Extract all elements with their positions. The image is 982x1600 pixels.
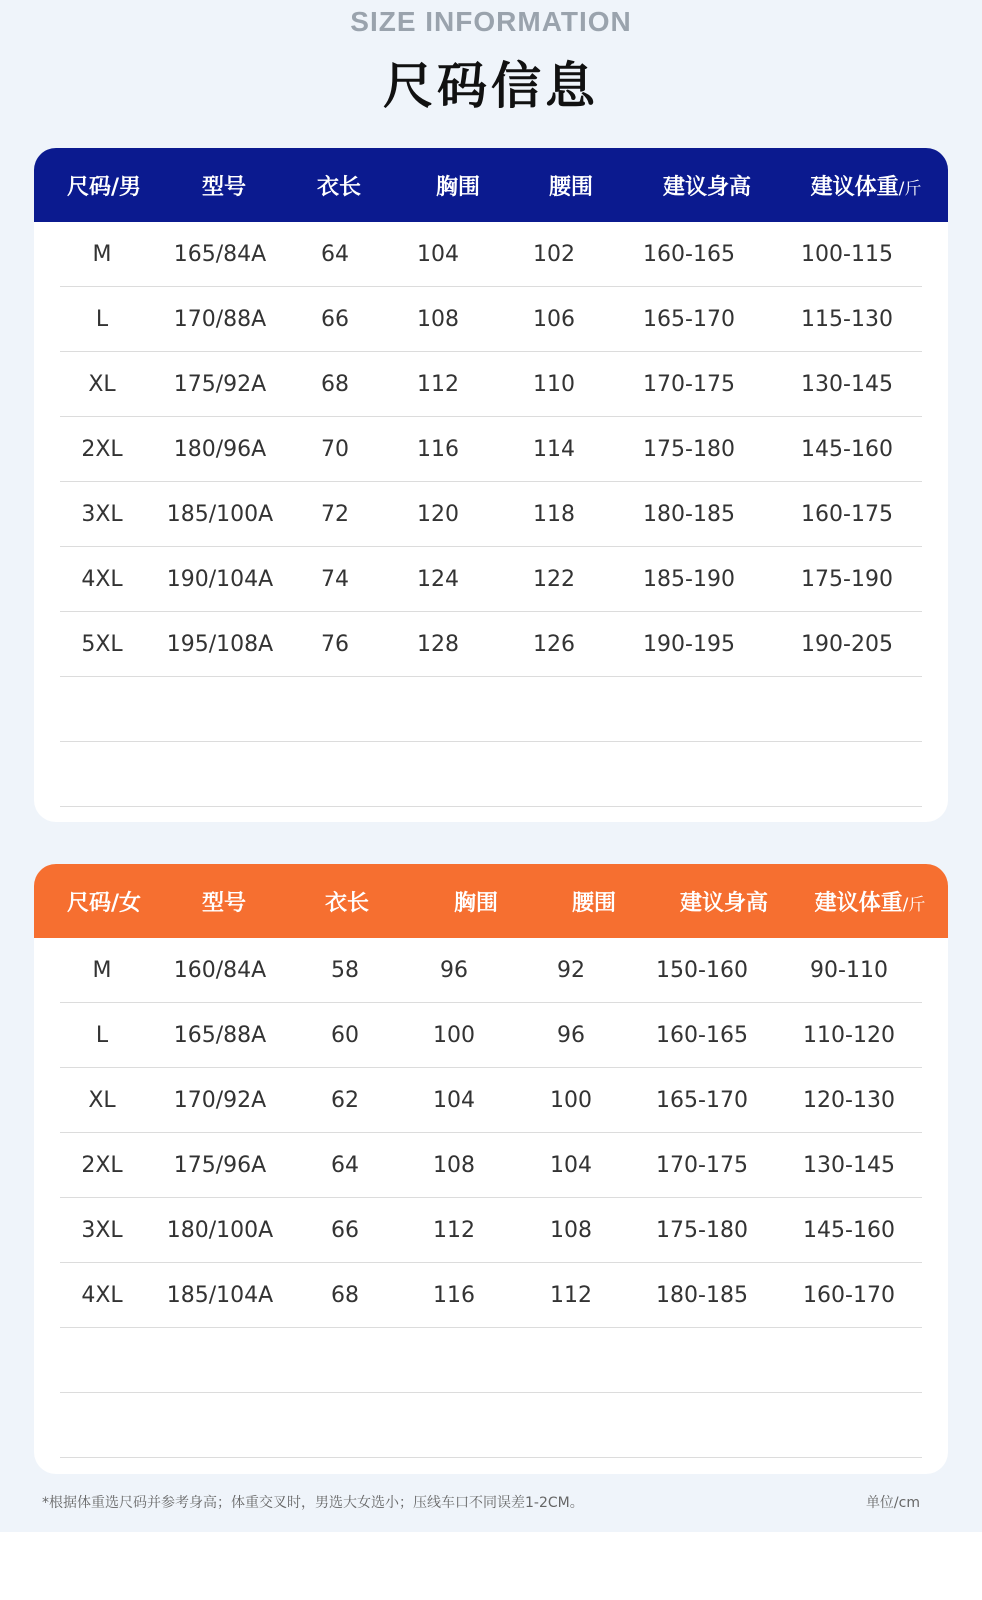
table-cell: XL — [88, 1087, 116, 1113]
table-cell: 175-190 — [801, 566, 893, 592]
table-cell: 5XL — [81, 631, 123, 657]
header-length: 衣长 — [316, 174, 361, 200]
table-cell: 170-175 — [656, 1152, 748, 1178]
table-cell: 175/92A — [173, 371, 267, 397]
table-cell: 68 — [321, 371, 349, 397]
table-row — [60, 742, 922, 807]
table-cell: 170-175 — [643, 371, 735, 397]
table-cell: 112 — [417, 371, 459, 397]
table-cell: 100 — [550, 1087, 592, 1113]
table-cell: 108 — [417, 306, 459, 332]
header-height: 建议身高 — [662, 174, 751, 200]
table-cell: XL — [88, 371, 116, 397]
table-row — [60, 352, 922, 417]
table-cell: 128 — [417, 631, 459, 657]
table-cell: 106 — [533, 306, 575, 332]
table-cell: 108 — [550, 1217, 592, 1243]
table-cell: 68 — [331, 1282, 359, 1308]
table-cell: 145-160 — [803, 1217, 895, 1243]
table-cell: 2XL — [81, 1152, 123, 1178]
table-cell: 126 — [533, 631, 575, 657]
table-cell: 74 — [321, 566, 349, 592]
table-cell: 175-180 — [643, 436, 735, 462]
table-cell: 76 — [321, 631, 349, 657]
table-cell: 160-165 — [656, 1022, 748, 1048]
table-cell: 104 — [550, 1152, 592, 1178]
table-cell: 60 — [331, 1022, 359, 1048]
table-row — [60, 547, 922, 612]
table-cell: M — [92, 241, 112, 267]
heading-chinese: 尺码信息 — [383, 57, 599, 115]
table-row — [60, 1133, 922, 1198]
header-model: 型号 — [201, 174, 246, 200]
table-cell: 150-160 — [656, 957, 748, 983]
table-cell: 175/96A — [173, 1152, 267, 1178]
table-cell: 160-170 — [803, 1282, 895, 1308]
table-cell: 104 — [433, 1087, 475, 1113]
table-cell: 185/104A — [166, 1282, 274, 1308]
table-cell: 145-160 — [801, 436, 893, 462]
table-cell: 120 — [417, 501, 459, 527]
table-cell: 4XL — [81, 1282, 123, 1308]
table-cell: 170/92A — [173, 1087, 267, 1113]
table-cell: 96 — [557, 1022, 585, 1048]
men-size-table — [34, 148, 948, 822]
men-table-body — [34, 222, 948, 807]
table-row — [60, 612, 922, 677]
table-cell: 58 — [331, 957, 359, 983]
table-row — [60, 1263, 922, 1328]
table-cell: 112 — [550, 1282, 592, 1308]
table-cell: 115-130 — [801, 306, 893, 332]
heading-english: SIZE INFORMATION — [350, 6, 632, 37]
table-cell: 96 — [440, 957, 468, 983]
header-length: 衣长 — [324, 890, 369, 916]
table-cell: 160-175 — [801, 501, 893, 527]
header-chest: 胸围 — [435, 174, 480, 200]
table-cell: 165/88A — [173, 1022, 267, 1048]
table-cell: 4XL — [81, 566, 123, 592]
table-cell: 185/100A — [166, 501, 274, 527]
women-table-header — [34, 864, 948, 938]
table-cell: 124 — [417, 566, 459, 592]
table-cell: 72 — [321, 501, 349, 527]
weight-unit: /斤 — [902, 894, 926, 915]
table-cell: 110 — [533, 371, 575, 397]
table-row — [60, 1003, 922, 1068]
table-cell: 100-115 — [801, 241, 893, 267]
header-size: 尺码/女 — [66, 890, 142, 916]
header-model: 型号 — [201, 890, 246, 916]
table-cell: 190-205 — [801, 631, 893, 657]
table-row — [60, 417, 922, 482]
header-height: 建议身高 — [679, 890, 768, 916]
women-table-body — [34, 938, 948, 1458]
table-row — [60, 287, 922, 352]
header-weight: 建议体重/斤 — [814, 890, 926, 916]
table-cell: 180/100A — [166, 1217, 274, 1243]
table-cell: 2XL — [81, 436, 123, 462]
table-cell: 170/88A — [173, 306, 267, 332]
table-cell: L — [95, 306, 109, 332]
table-cell: 175-180 — [656, 1217, 748, 1243]
table-cell: L — [95, 1022, 109, 1048]
table-cell: 102 — [533, 241, 575, 267]
men-table-header — [34, 148, 948, 222]
table-cell: 112 — [433, 1217, 475, 1243]
table-cell: 195/108A — [166, 631, 274, 657]
table-cell: 70 — [321, 436, 349, 462]
table-cell: 120-130 — [803, 1087, 895, 1113]
header-weight: 建议体重/斤 — [810, 174, 922, 200]
table-cell: 116 — [433, 1282, 475, 1308]
table-row — [60, 222, 922, 287]
table-cell: 185-190 — [643, 566, 735, 592]
footnote: *根据体重选尺码并参考身高；体重交叉时，男选大女选小；压线车口不同误差1-2CM。 — [42, 1495, 584, 1511]
table-cell: 116 — [417, 436, 459, 462]
table-row — [60, 938, 922, 1003]
table-cell: 100 — [433, 1022, 475, 1048]
table-cell: 62 — [331, 1087, 359, 1113]
table-cell: 104 — [417, 241, 459, 267]
table-cell: 118 — [533, 501, 575, 527]
table-row — [60, 1198, 922, 1263]
table-row — [60, 677, 922, 742]
table-row — [60, 482, 922, 547]
table-cell: 108 — [433, 1152, 475, 1178]
header-waist: 腰围 — [571, 890, 616, 916]
table-cell: 180-185 — [643, 501, 735, 527]
table-cell: 190/104A — [166, 566, 274, 592]
table-cell: 165-170 — [643, 306, 735, 332]
table-cell: 122 — [533, 566, 575, 592]
table-cell: 114 — [533, 436, 575, 462]
table-cell: 3XL — [81, 1217, 123, 1243]
table-cell: 160-165 — [643, 241, 735, 267]
header-chest: 胸围 — [453, 890, 498, 916]
table-cell: 90-110 — [810, 957, 888, 983]
table-cell: 110-120 — [803, 1022, 895, 1048]
table-cell: 64 — [321, 241, 349, 267]
table-row — [60, 1328, 922, 1393]
table-row — [60, 1393, 922, 1458]
women-size-table — [34, 864, 948, 1474]
table-cell: 160/84A — [173, 957, 267, 983]
table-cell: 66 — [321, 306, 349, 332]
table-cell: 64 — [331, 1152, 359, 1178]
table-row — [60, 1068, 922, 1133]
table-cell: 130-145 — [803, 1152, 895, 1178]
unit-label: 单位/cm — [865, 1495, 920, 1511]
weight-unit: /斤 — [898, 178, 922, 199]
table-cell: 66 — [331, 1217, 359, 1243]
table-cell: 190-195 — [643, 631, 735, 657]
table-cell: 3XL — [81, 501, 123, 527]
table-cell: 165/84A — [173, 241, 267, 267]
table-cell: 92 — [557, 957, 585, 983]
table-cell: 165-170 — [656, 1087, 748, 1113]
table-cell: 130-145 — [801, 371, 893, 397]
table-cell: 180-185 — [656, 1282, 748, 1308]
table-cell: 180/96A — [173, 436, 267, 462]
table-cell: M — [92, 957, 112, 983]
header-size: 尺码/男 — [66, 174, 142, 200]
header-waist: 腰围 — [548, 174, 593, 200]
